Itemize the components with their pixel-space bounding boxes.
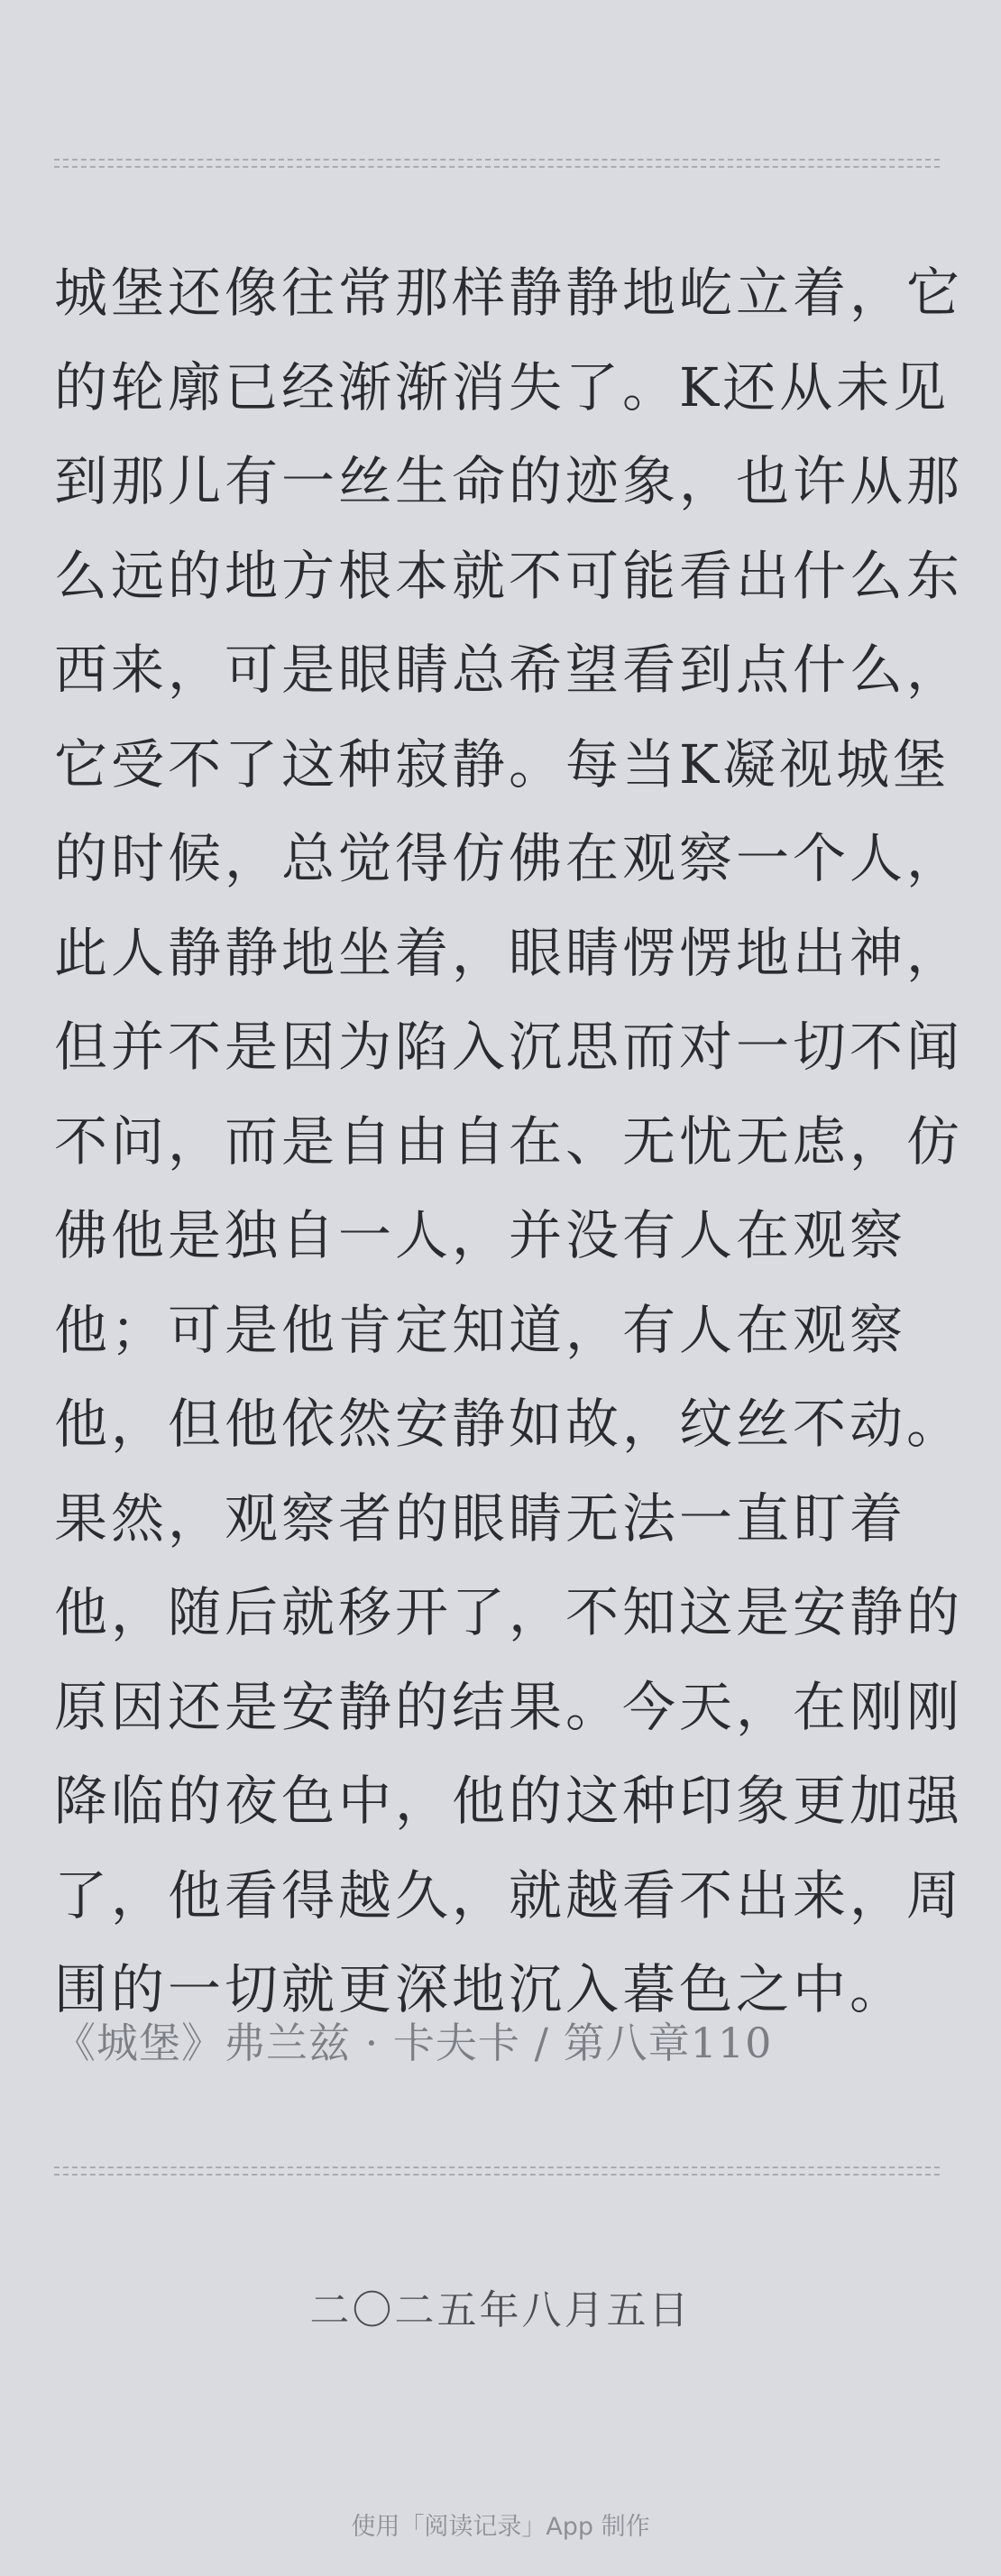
- excerpt-line: 的时候，总觉得仿佛在观察一个人，: [54, 827, 964, 889]
- excerpt-line: 它受不了这种寂静。每当K凝视城堡: [54, 732, 950, 796]
- excerpt-line: 他，但他依然安静如故，纹丝不动。: [54, 1393, 964, 1455]
- excerpt-line: 果然，观察者的眼睛无法一直盯着: [54, 1486, 907, 1550]
- book-source: 《城堡》弗兰兹 · 卡夫卡 / 第八章110: [54, 2019, 773, 2067]
- app-credit: 使用「阅读记录」App 制作: [351, 2513, 650, 2541]
- excerpt-line: 西来，可是眼睛总希望看到点什么，: [54, 639, 964, 701]
- excerpt-line: 降临的夜色中，他的这种印象更加强: [54, 1770, 964, 1832]
- excerpt-line: 么远的地方根本就不可能看出什么东: [54, 544, 964, 607]
- excerpt-line: 此人静静地坐着，眼睛愣愣地出神，: [54, 921, 964, 984]
- record-date: 二〇二五年八月五日: [309, 2287, 692, 2333]
- excerpt-line: 他，随后就移开了，不知这是安静的: [54, 1581, 964, 1643]
- excerpt-line: 但并不是因为陷入沉思而对一切不闻: [54, 1016, 964, 1078]
- excerpt-line: 围的一切就更深地沉入暮色之中。: [54, 1958, 907, 2020]
- top-divider: [54, 159, 940, 168]
- excerpt-line: 的轮廓已经渐渐消失了。K还从未见: [54, 355, 950, 419]
- bottom-divider: [54, 2167, 940, 2176]
- excerpt-line: 了，他看得越久，就越看不出来，周: [54, 1863, 964, 1927]
- book-excerpt: [54, 246, 964, 2038]
- excerpt-line: 佛他是独自一人，并没有人在观察: [54, 1204, 907, 1266]
- excerpt-line: 他；可是他肯定知道，有人在观察: [54, 1298, 907, 1361]
- excerpt-line: 原因还是安静的结果。今天，在刚刚: [54, 1675, 964, 1738]
- excerpt-line: 不问，而是自由自在、无忧无虑，仿: [54, 1109, 964, 1173]
- excerpt-line: 城堡还像往常那样静静地屹立着，它: [54, 262, 964, 324]
- excerpt-line: 到那儿有一丝生命的迹象，也许从那: [54, 450, 964, 512]
